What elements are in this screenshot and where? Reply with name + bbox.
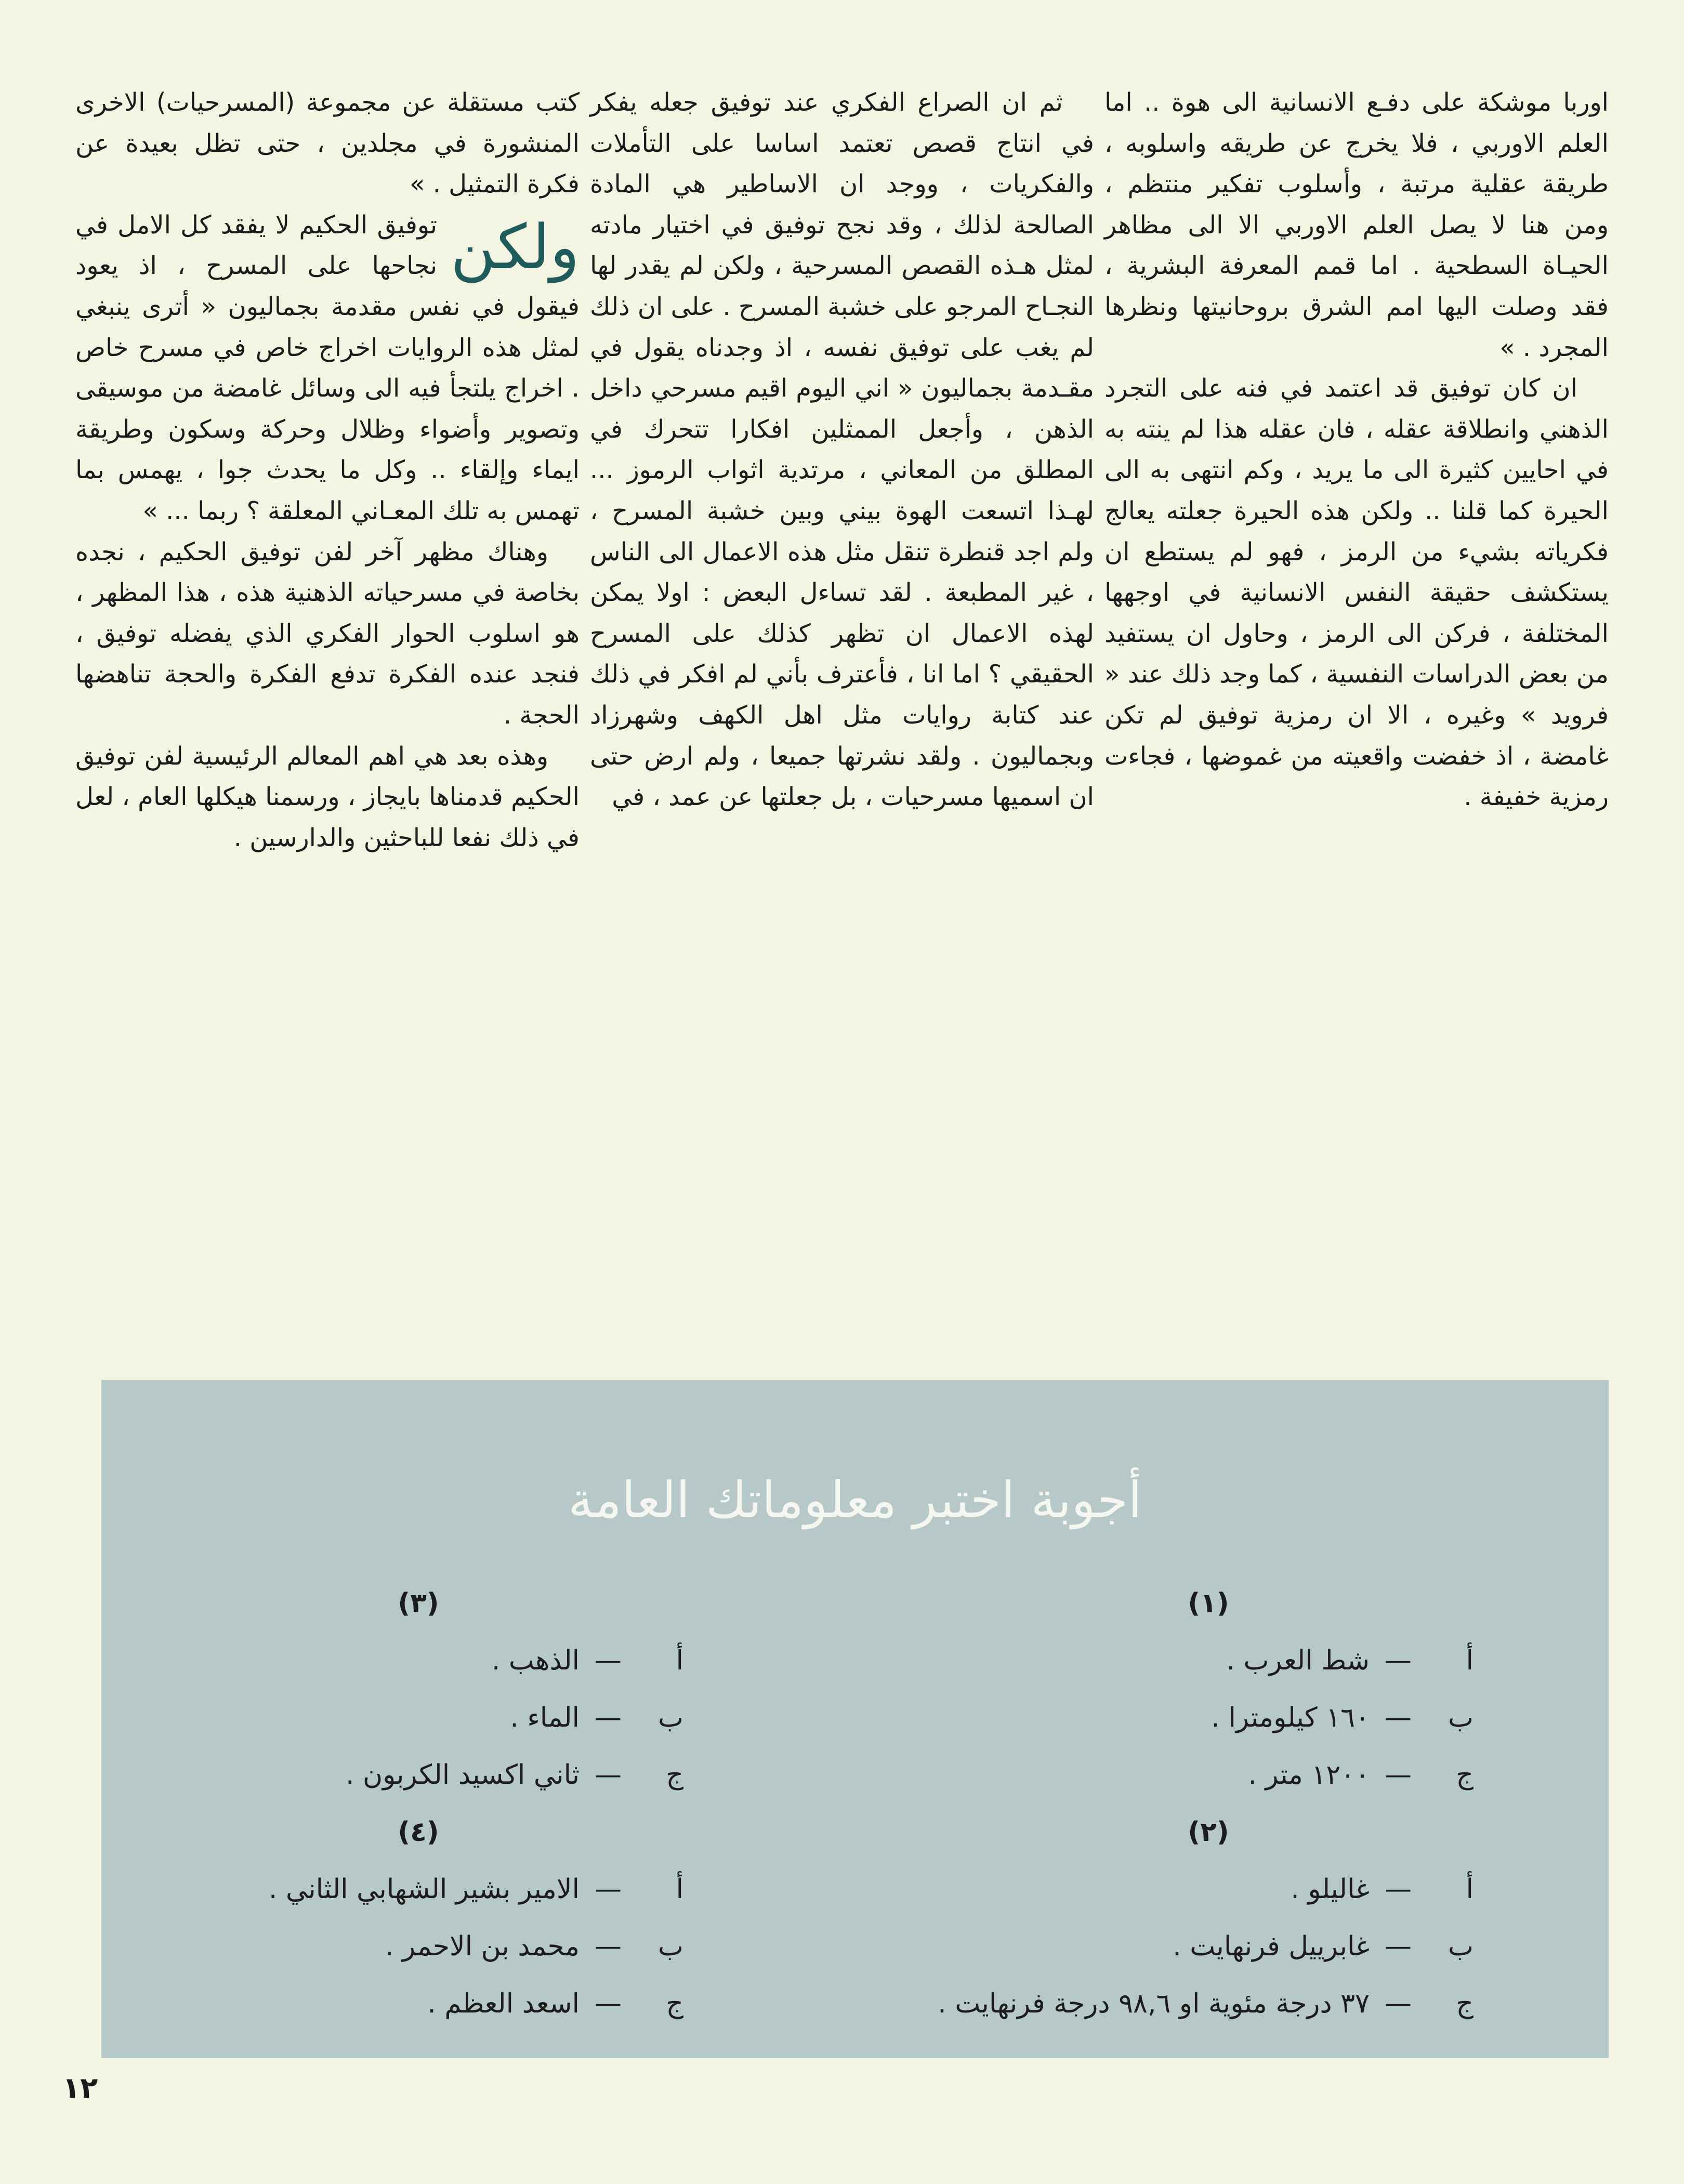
dash: — — [595, 1702, 622, 1733]
answer-letter: ب — [1448, 1702, 1473, 1733]
dash: — — [1385, 1931, 1412, 1962]
answer-row — [829, 1632, 1473, 1689]
paragraph-with-dropcap — [75, 205, 580, 532]
answer-row — [829, 1861, 1473, 1918]
quiz-column-right — [829, 1575, 1473, 2032]
answer-row — [164, 1689, 683, 1746]
article-column-right — [1104, 82, 1609, 818]
dash: — — [1385, 1702, 1412, 1733]
answer-letter: ب — [658, 1931, 683, 1962]
paragraph-text: توفيق الحكيم لا يفقد كل الامل في نجاحها على المسرح ، اذ يعود فيقول في نفس مقدمة بجماليون « أترى ينبغي لمثل هذه الروايات اخراج خاص في مسرح خاص . اخراج يلتجأ فيه الى وسائل غامضة من موسيقى وتصوير وأضواء وظلال وحركة وسكون وطريقة ايماء وإلقاء .. وكل ما يحدث جوا ، يهمس بما تهمس به تلك المعـاني المعلقة ؟ ربما ... » — [75, 210, 580, 525]
paragraph: ان كان توفيق قد اعتمد في فنه على التجرد الذهني وانطلاقة عقله ، فان عقله هذا لم ينته به في احايين كثيرة الى ما يريد ، وكم انتهى به الى الحيرة كما قلنا .. ولكن هذه الحيرة جعلته يعالج فكرياته بشيء من الرمز ، فهو لم يستطع ان يستكشف حقيقة النفس الانسانية في اوجهها المختلفة ، فركن الى الرمز ، وحاول ان يستفيد من بعض الدراسات النفسية ، كما وجد ذلك عند « فرويد » وغيره ، الا ان رمزية توفيق لم تكن غامضة ، اذ خفضت واقعيته من غموضها ، فجاءت رمزية خفيفة . — [1104, 374, 1609, 812]
answer-letter: ب — [658, 1702, 683, 1733]
answer-letter: ب — [1448, 1931, 1473, 1962]
paragraph: ثم ان الصراع الفكري عند توفيق جعله يفكر في انتاج قصص تعتمد اساسا على التأملات والفكريات ، ووجد ان الاساطير هي المادة الصالحة لذلك ، وقد نجح توفيق في اختيار مادته لمثل هـذه القصص المسرحية ، ولكن لم يقدر لها النجـاح المرجو على خشبة المسرح . على ان ذلك لم يغب على توفيق نفسه ، اذ وجدناه يقول في مقـدمة بجماليون « اني اليوم اقيم مسرحي داخل الذهن ، وأجعل الممثلين افكارا تتحرك في المطلق من المعاني ، مرتدية اثواب الرموز ... لهـذا اتسعت الهوة بيني وبين خشبة المسرح ، ولم اجد قنطرة تنقل مثل هذه الاعمال الى الناس ، غير المطبعة . لقد تساءل البعض : اولا يمكن لهذه الاعمال ان تظهر كذلك على المسرح الحقيقي ؟ اما انا ، فأعترف بأني لم افكر في ذلك عند كتابة روايات مثل اهل الكهف وشهرزاد وبجماليون . ولقد نشرتها جميعا ، ولم ارض حتى ان اسميها مسرحيات ، بل جعلتها عن عمد ، في — [590, 88, 1094, 812]
answer-text: محمد بن الاحمر . — [385, 1931, 580, 1962]
dash: — — [595, 1931, 622, 1962]
answer-row — [829, 1689, 1473, 1746]
answer-letter: أ — [1466, 1645, 1473, 1676]
question-heading: (٢) — [1188, 1817, 1229, 1848]
paragraph: اوربا موشكة على دفـع الانسانية الى هوة .. اما العلم الاوربي ، فلا يخرج عن طريقه واسلوبه ، طريقة عقلية مرتبة ، وأسلوب تفكير منتظم ، ومن هنا لا يصل العلم الاوربي الا الى مظاهر الحيـاة السطحية . اما قمم المعرفة البشرية ، فقد وصلت اليها امم الشرق بروحانيتها ونظرها المجرد . » — [1104, 88, 1609, 362]
paragraph: وهذه بعد هي اهم المعالم الرئيسية لفن توفيق الحكيم قدمناها بايجاز ، ورسمنا هيكلها العام ، لعل في ذلك نفعا للباحثين والدارسين . — [75, 741, 580, 852]
question-heading: (١) — [1188, 1588, 1229, 1619]
answer-text: ثاني اكسيد الكربون . — [345, 1759, 580, 1791]
answer-letter: ج — [1456, 1988, 1473, 2019]
answer-text: ١٦٠ كيلومترا . — [1211, 1702, 1370, 1733]
answer-row — [164, 1746, 683, 1804]
answer-text: ١٢٠٠ متر . — [1248, 1759, 1370, 1791]
answer-letter: أ — [676, 1645, 683, 1676]
answer-row — [164, 1975, 683, 2032]
answer-row — [829, 1746, 1473, 1804]
answer-letter: ج — [666, 1988, 683, 2019]
quiz-answers-box — [101, 1380, 1609, 2058]
answer-letter: ج — [1456, 1759, 1473, 1791]
dash: — — [1385, 1874, 1412, 1905]
answer-letter: أ — [676, 1874, 683, 1905]
paragraph: وهناك مظهر آخر لفن توفيق الحكيم ، نجده بخاصة في مسرحياته الذهنية هذه ، هذا المظهر ، هو اسلوب الحوار الفكري الذي يفضله توفيق ، فنجد عنده الفكرة تدفع الفكرة والحجة تناهضها الحجة . — [75, 537, 580, 730]
answer-letter: أ — [1466, 1874, 1473, 1905]
dash: — — [595, 1759, 622, 1791]
paragraph: كتب مستقلة عن مجموعة (المسرحيات) الاخرى المنشورة في مجلدين ، حتى تظل بعيدة عن فكرة التمثيل . » — [75, 88, 580, 199]
answer-text: ٣٧ درجة مئوية او ٩٨,٦ درجة فرنهايت . — [938, 1988, 1370, 2019]
answer-letter: ج — [666, 1759, 683, 1791]
answer-text: الذهب . — [491, 1645, 580, 1676]
answer-text: اسعد العظم . — [427, 1988, 580, 2019]
question-heading: (٤) — [398, 1817, 439, 1848]
answer-text: الماء . — [510, 1702, 580, 1733]
page-number: ١٢ — [62, 2071, 98, 2105]
article-column-left — [75, 82, 580, 858]
dash: — — [1385, 1645, 1412, 1676]
answer-text: شط العرب . — [1226, 1645, 1370, 1676]
answer-row — [164, 1861, 683, 1918]
dash: — — [595, 1988, 622, 2019]
answer-row — [829, 1975, 1473, 2032]
answer-row — [164, 1918, 683, 1975]
answer-row — [829, 1918, 1473, 1975]
quiz-title: أجوبة اختبر معلوماتك العامة — [568, 1471, 1142, 1529]
dash: — — [595, 1645, 622, 1676]
dash: — — [595, 1874, 622, 1905]
answer-row — [164, 1632, 683, 1689]
answer-text: غاليلو . — [1291, 1874, 1370, 1905]
question-heading: (٣) — [398, 1588, 439, 1619]
answer-text: الامير بشير الشهابي الثاني . — [268, 1874, 580, 1905]
dash: — — [1385, 1988, 1412, 2019]
article-column-middle — [590, 82, 1094, 818]
decorative-initial: ولكن — [451, 210, 580, 283]
answer-text: غابرييل فرنهايت . — [1173, 1931, 1370, 1962]
dash: — — [1385, 1759, 1412, 1791]
quiz-column-left — [164, 1575, 683, 2032]
